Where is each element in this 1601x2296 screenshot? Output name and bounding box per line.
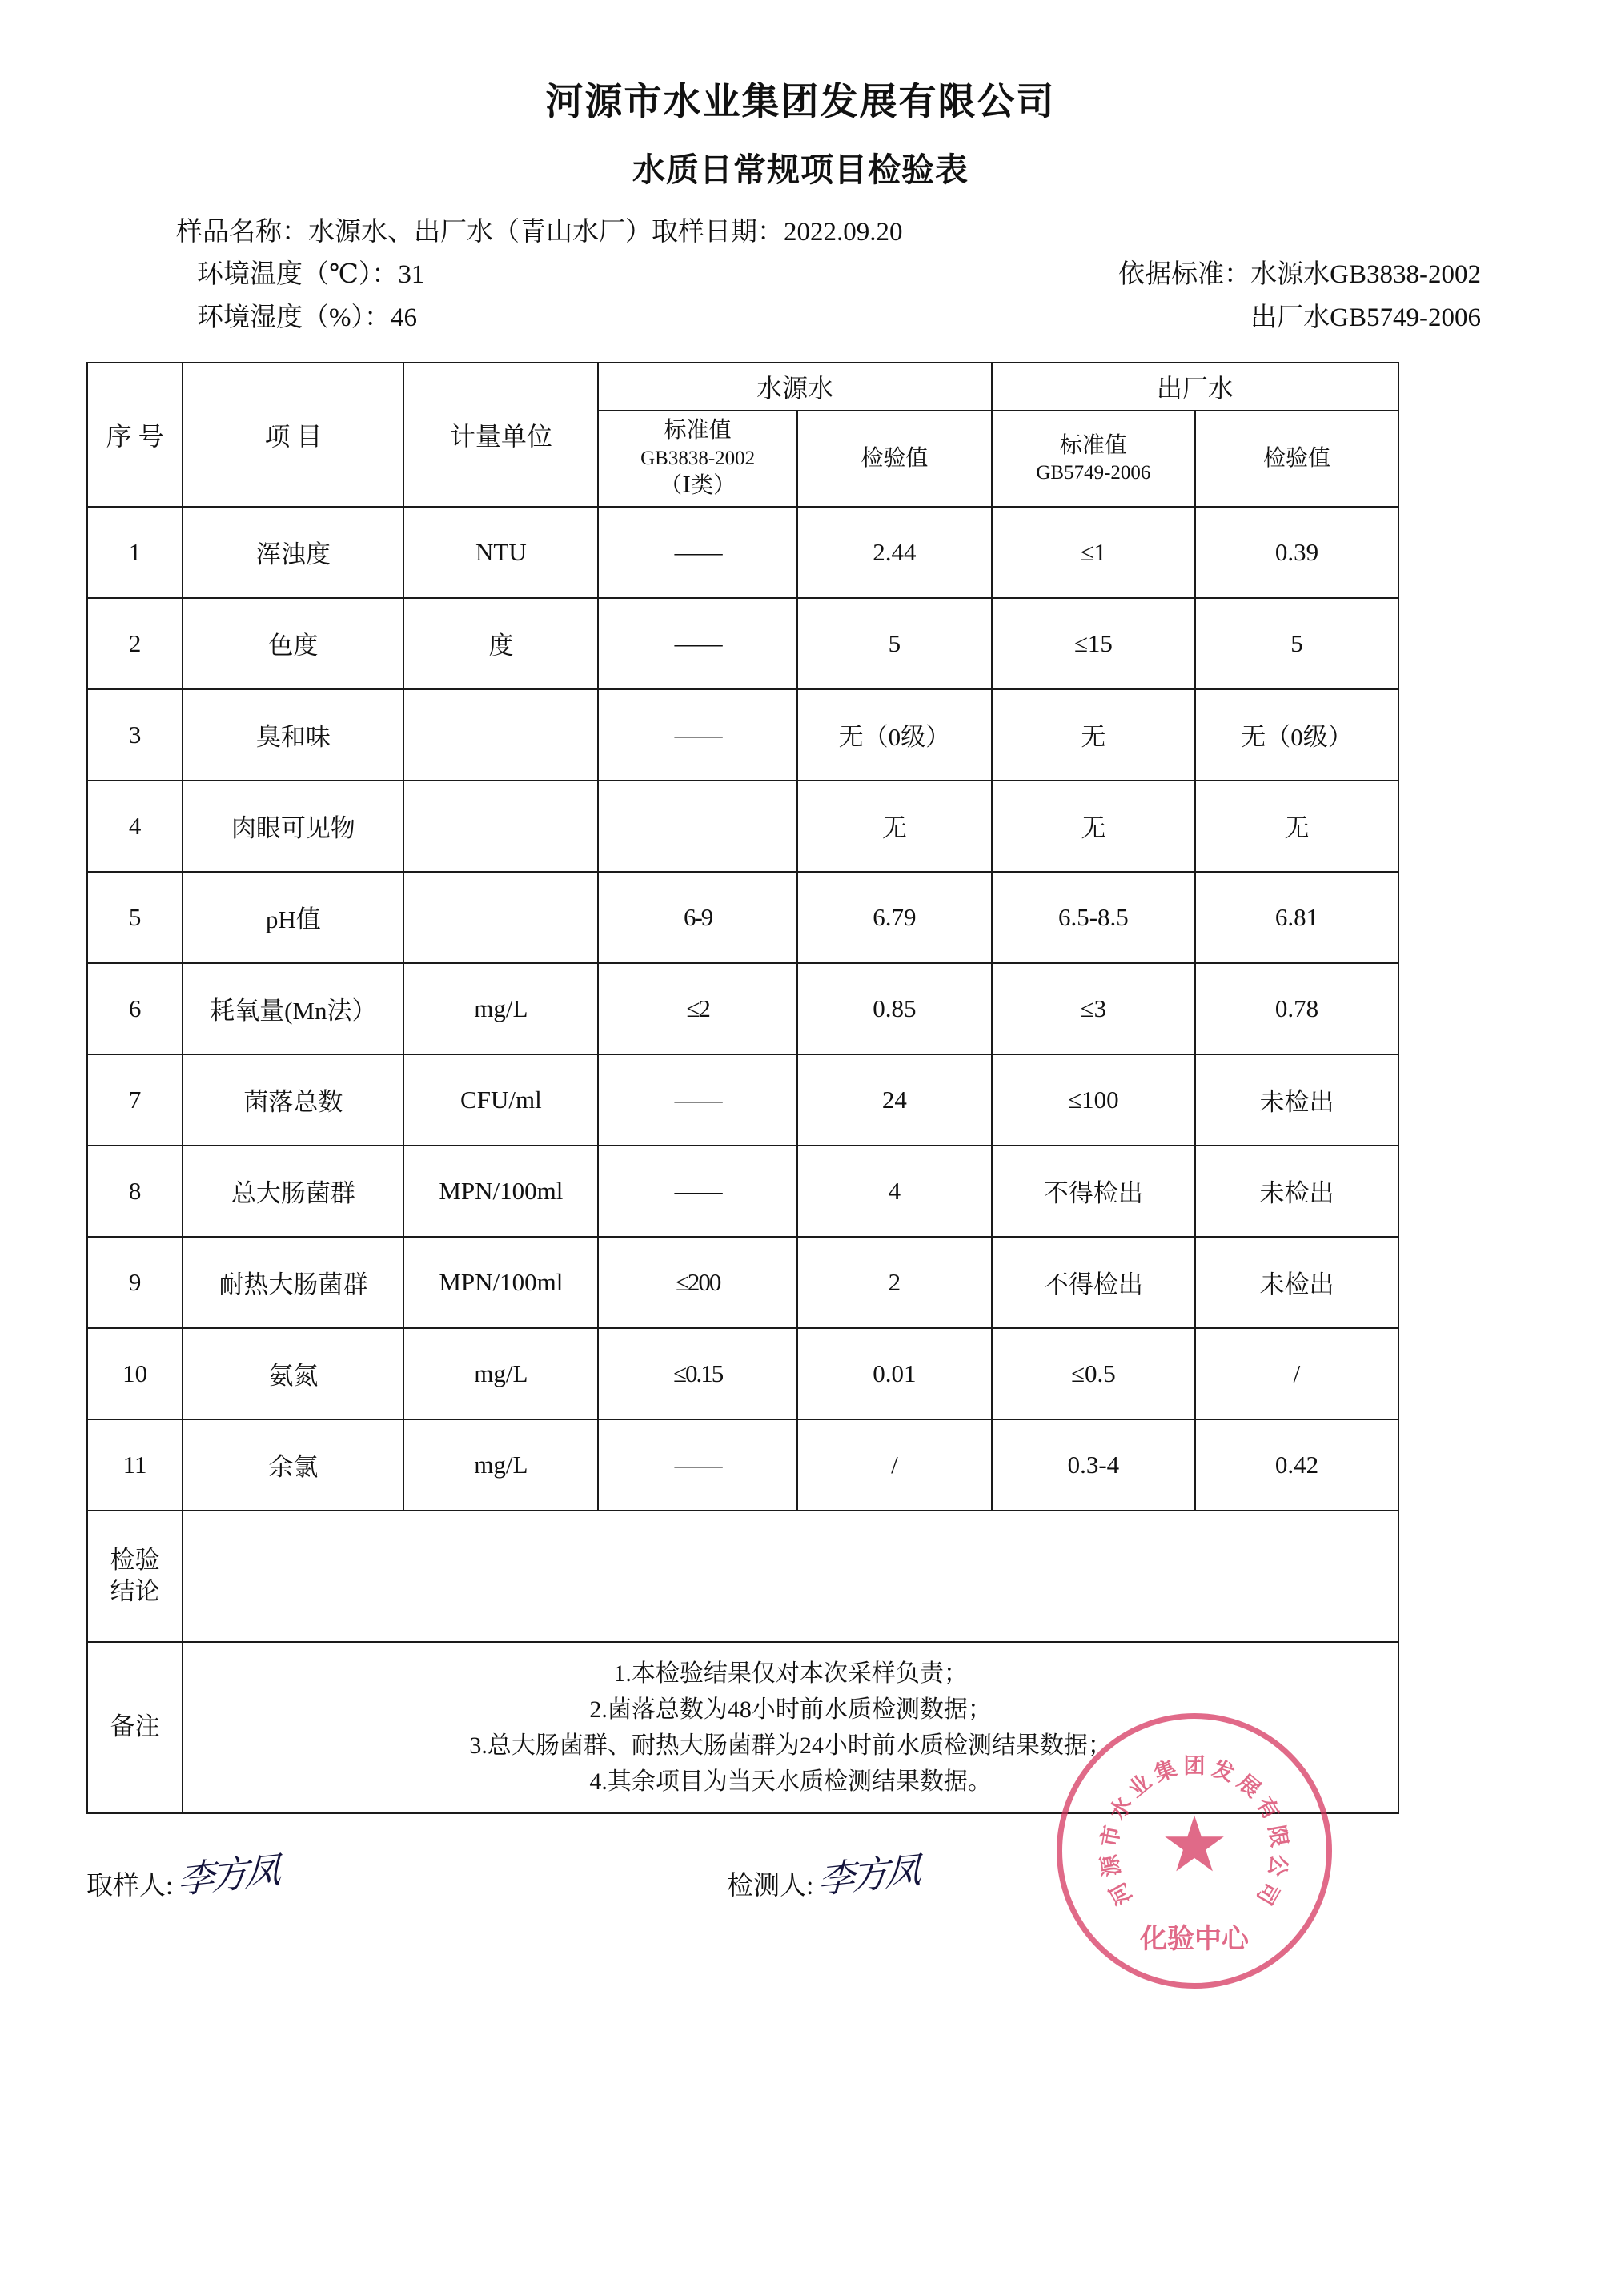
cell-std-source: —— bbox=[598, 1054, 797, 1146]
table-row bbox=[87, 598, 1398, 689]
conclusion-value bbox=[183, 1511, 1398, 1642]
conclusion-label bbox=[87, 1511, 183, 1642]
cell-item: 浑浊度 bbox=[183, 507, 403, 598]
cell-item: 肉眼可见物 bbox=[183, 781, 403, 872]
tester-signature: 李方凤 bbox=[817, 1847, 920, 1902]
col-header-unit: 计量单位 bbox=[403, 363, 598, 506]
cell-item: pH值 bbox=[183, 872, 403, 963]
cell-unit: NTU bbox=[403, 507, 598, 598]
table-row bbox=[87, 1054, 1398, 1146]
cell-std-source bbox=[598, 781, 797, 872]
table-row bbox=[87, 1419, 1398, 1511]
table-foot bbox=[87, 1511, 1398, 1813]
stamp-outer-text: 河 源 市 水 业 集 团 发 展 有 限 公 司 bbox=[1097, 1754, 1292, 1909]
cell-no: 6 bbox=[87, 963, 183, 1054]
star-icon: ★ bbox=[1159, 1802, 1230, 1889]
cell-val-finished: 未检出 bbox=[1195, 1146, 1398, 1237]
cell-std-finished: 0.3-4 bbox=[992, 1419, 1195, 1511]
cell-unit bbox=[403, 781, 598, 872]
cell-val-source: 0.85 bbox=[797, 963, 992, 1054]
conclusion-row bbox=[87, 1511, 1398, 1642]
cell-item: 菌落总数 bbox=[183, 1054, 403, 1146]
table-head-row-groups bbox=[87, 363, 1398, 411]
cell-item: 耗氧量(Mn法） bbox=[183, 963, 403, 1054]
cell-val-finished: 5 bbox=[1195, 598, 1398, 689]
table-row bbox=[87, 507, 1398, 598]
standard-value-finished: 出厂水GB5749-2006 bbox=[1250, 303, 1481, 332]
cell-unit: mg/L bbox=[403, 1419, 598, 1511]
meta-row-temperature bbox=[176, 254, 1529, 296]
cell-no: 10 bbox=[87, 1328, 183, 1419]
cell-std-finished: 无 bbox=[992, 781, 1195, 872]
meta-row-sample bbox=[176, 211, 1529, 254]
col-header-item: 项 目 bbox=[183, 363, 403, 506]
col-header-val-source: 检验值 bbox=[797, 411, 992, 506]
cell-unit bbox=[403, 689, 598, 781]
cell-item: 色度 bbox=[183, 598, 403, 689]
standard-value-source: 水源水GB3838-2002 bbox=[1250, 260, 1481, 290]
sampling-date-label: 取样日期： bbox=[652, 218, 784, 247]
cell-no: 4 bbox=[87, 781, 183, 872]
cell-val-source: 6.79 bbox=[797, 872, 992, 963]
group-header-source-water: 水源水 bbox=[598, 363, 992, 411]
cell-unit: MPN/100ml bbox=[403, 1146, 598, 1237]
cell-item: 氨氮 bbox=[183, 1328, 403, 1419]
cell-val-source: 24 bbox=[797, 1054, 992, 1146]
remark-line: 3.总大肠菌群、耐热大肠菌群为24小时前水质检测结果数据； bbox=[469, 1732, 1112, 1759]
cell-val-finished: 0.39 bbox=[1195, 507, 1398, 598]
cell-no: 5 bbox=[87, 872, 183, 963]
cell-std-source: 6-9 bbox=[598, 872, 797, 963]
cell-std-source: —— bbox=[598, 1146, 797, 1237]
sampler-signature: 李方凤 bbox=[177, 1847, 279, 1902]
cell-item: 总大肠菌群 bbox=[183, 1146, 403, 1237]
std-source-line3: （Ⅰ类） bbox=[660, 473, 736, 499]
cell-no: 11 bbox=[87, 1419, 183, 1511]
stamp-center-text: 化验中心 bbox=[1140, 1925, 1249, 1954]
cell-item: 耐热大肠菌群 bbox=[183, 1237, 403, 1328]
cell-std-finished: ≤3 bbox=[992, 963, 1195, 1054]
table-row bbox=[87, 1146, 1398, 1237]
sampling-date-value: 2022.09.20 bbox=[784, 218, 903, 247]
cell-std-finished: ≤1 bbox=[992, 507, 1195, 598]
cell-unit: mg/L bbox=[403, 1328, 598, 1419]
sample-name-value: 水源水、出厂水（青山水厂） bbox=[308, 218, 652, 247]
col-header-std-finished bbox=[992, 411, 1195, 506]
tester-label: 检测人: bbox=[727, 1871, 814, 1901]
cell-item: 余氯 bbox=[183, 1419, 403, 1511]
cell-std-source: ≤0.15 bbox=[598, 1328, 797, 1419]
sample-name-label: 样品名称： bbox=[176, 218, 308, 247]
sampler-label: 取样人: bbox=[86, 1871, 174, 1901]
cell-val-finished: 未检出 bbox=[1195, 1054, 1398, 1146]
table-row bbox=[87, 689, 1398, 781]
std-finished-line1: 标准值 bbox=[1059, 432, 1127, 458]
cell-val-source: 0.01 bbox=[797, 1328, 992, 1419]
remark-value bbox=[183, 1642, 1398, 1813]
cell-no: 3 bbox=[87, 689, 183, 781]
meta-row-humidity bbox=[176, 297, 1529, 339]
cell-no: 2 bbox=[87, 598, 183, 689]
humidity-label: 环境湿度（%）： bbox=[197, 303, 391, 332]
sampler-block bbox=[86, 1846, 279, 1902]
std-finished-line2: GB5749-2006 bbox=[1036, 461, 1151, 484]
cell-unit: mg/L bbox=[403, 963, 598, 1054]
table-body bbox=[87, 507, 1398, 1511]
conclusion-label-line1: 检验 bbox=[110, 1545, 160, 1574]
remark-row bbox=[87, 1642, 1398, 1813]
cell-val-source: 无（0级） bbox=[797, 689, 992, 781]
cell-std-source: —— bbox=[598, 689, 797, 781]
cell-no: 7 bbox=[87, 1054, 183, 1146]
table-row bbox=[87, 1328, 1398, 1419]
cell-val-finished: / bbox=[1195, 1328, 1398, 1419]
col-header-val-finished: 检验值 bbox=[1195, 411, 1398, 506]
title-block bbox=[72, 72, 1529, 191]
cell-std-source: ≤200 bbox=[598, 1237, 797, 1328]
meta-block bbox=[72, 211, 1529, 339]
cell-val-source: 无 bbox=[797, 781, 992, 872]
cell-item: 臭和味 bbox=[183, 689, 403, 781]
sample-name-field bbox=[176, 211, 903, 254]
std-source-line2: GB3838-2002 bbox=[640, 447, 756, 469]
cell-std-finished: 无 bbox=[992, 689, 1195, 781]
table-row bbox=[87, 872, 1398, 963]
col-header-std-source bbox=[598, 411, 797, 506]
cell-val-source: 2 bbox=[797, 1237, 992, 1328]
cell-val-source: / bbox=[797, 1419, 992, 1511]
remark-line: 2.菌落总数为48小时前水质检测数据； bbox=[589, 1696, 992, 1723]
table-row bbox=[87, 781, 1398, 872]
col-header-no: 序 号 bbox=[87, 363, 183, 506]
remark-label: 备注 bbox=[87, 1642, 183, 1813]
cell-std-finished: 6.5-8.5 bbox=[992, 872, 1195, 963]
group-header-finished-water: 出厂水 bbox=[992, 363, 1398, 411]
cell-no: 9 bbox=[87, 1237, 183, 1328]
cell-val-finished: 无（0级） bbox=[1195, 689, 1398, 781]
table-head bbox=[87, 363, 1398, 506]
inspection-table bbox=[86, 362, 1399, 1813]
cell-val-source: 4 bbox=[797, 1146, 992, 1237]
cell-val-source: 2.44 bbox=[797, 507, 992, 598]
cell-std-finished: ≤15 bbox=[992, 598, 1195, 689]
cell-std-finished: 不得检出 bbox=[992, 1146, 1195, 1237]
cell-std-finished: 不得检出 bbox=[992, 1237, 1195, 1328]
cell-val-finished: 无 bbox=[1195, 781, 1398, 872]
cell-unit bbox=[403, 872, 598, 963]
cell-no: 1 bbox=[87, 507, 183, 598]
cell-std-source: ≤2 bbox=[598, 963, 797, 1054]
cell-std-finished: ≤0.5 bbox=[992, 1328, 1195, 1419]
cell-val-finished: 未检出 bbox=[1195, 1237, 1398, 1328]
cell-std-source: —— bbox=[598, 1419, 797, 1511]
cell-val-source: 5 bbox=[797, 598, 992, 689]
cell-unit: CFU/ml bbox=[403, 1054, 598, 1146]
table-row bbox=[87, 963, 1398, 1054]
conclusion-label-line2: 结论 bbox=[110, 1576, 160, 1605]
remark-line: 1.本检验结果仅对本次采样负责； bbox=[613, 1660, 968, 1687]
cell-val-finished: 0.78 bbox=[1195, 963, 1398, 1054]
signature-area bbox=[86, 1846, 1399, 1902]
humidity-value: 46 bbox=[391, 303, 417, 332]
standard-label: 依据标准： bbox=[1118, 260, 1251, 290]
cell-std-source: —— bbox=[598, 507, 797, 598]
cell-unit: 度 bbox=[403, 598, 598, 689]
remark-line: 4.其余项目为当天水质检测结果数据。 bbox=[589, 1768, 992, 1795]
cell-std-finished: ≤100 bbox=[992, 1054, 1195, 1146]
temperature-label: 环境温度（℃）： bbox=[197, 260, 399, 290]
humidity-field bbox=[176, 297, 417, 339]
form-title: 水质日常规项目检验表 bbox=[632, 151, 969, 188]
cell-std-source: —— bbox=[598, 598, 797, 689]
tester-block bbox=[727, 1846, 919, 1902]
temperature-value: 31 bbox=[398, 260, 425, 290]
standard-field bbox=[1118, 254, 1529, 296]
cell-unit: MPN/100ml bbox=[403, 1237, 598, 1328]
company-name: 河源市水业集团发展有限公司 bbox=[545, 82, 1056, 123]
table-row bbox=[87, 1237, 1398, 1328]
cell-val-finished: 0.42 bbox=[1195, 1419, 1398, 1511]
cell-val-finished: 6.81 bbox=[1195, 872, 1398, 963]
cell-no: 8 bbox=[87, 1146, 183, 1237]
std-source-line1: 标准值 bbox=[664, 418, 732, 444]
temperature-field bbox=[176, 254, 424, 296]
